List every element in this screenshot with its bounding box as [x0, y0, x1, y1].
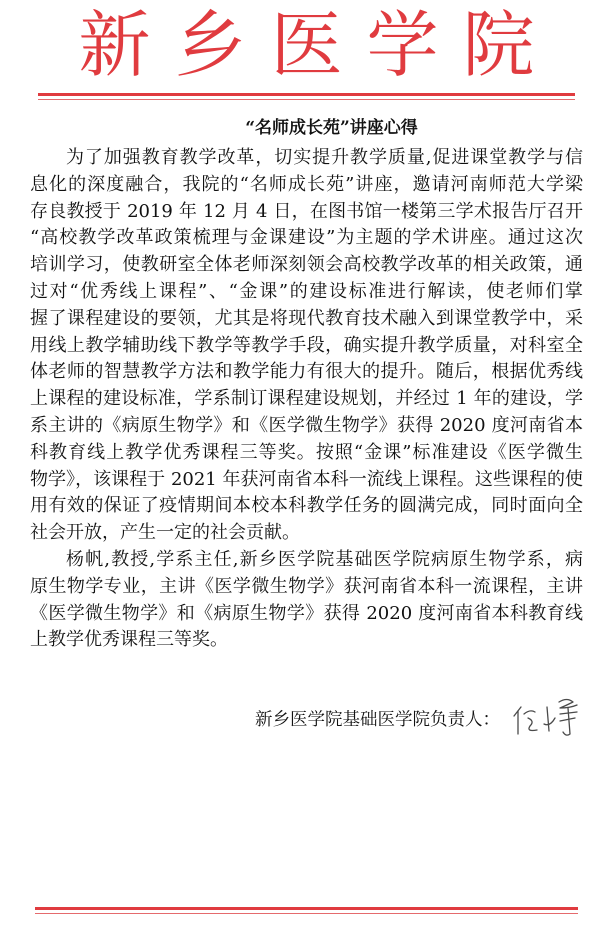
letterhead-title: 新乡医学院 — [78, 3, 559, 87]
paragraph-1-line: 培训学习，使教研室全体老师深刻领会高校教学改革的相关政策，通 — [30, 254, 583, 276]
paragraph-1-line: 系主讲的《病原生物学》和《医学微生物学》获得 2020 度河南省本 — [30, 414, 583, 436]
paragraph-1-line: 物学》，该课程于 2021 年获河南省本科一流线上课程。这些课程的使 — [30, 468, 583, 490]
paragraph-1-line: 社会开放，产生一定的社会贡献。 — [30, 522, 300, 544]
footer-rule-thick — [35, 907, 578, 910]
paragraph-1-line: 存良教授于 2019 年 12 月 4 日，在图书馆一楼第三学术报告厅召开 — [30, 200, 583, 222]
signature-label: 新乡医学院基础医学院负责人： — [255, 710, 500, 730]
paragraph-1-line: 科教育线上教学优秀课程三等奖。按照“金课”标准建设《医学微生 — [30, 441, 583, 463]
paragraph-1-line: “高校教学改革政策梳理与金课建设”为主题的学术讲座。通过这次 — [30, 227, 583, 249]
paragraph-2-line: 《医学微生物学》和《病原生物学》获得 2020 度河南省本科教育线 — [30, 602, 583, 624]
paragraph-1-line: 为了加强教育教学改革，切实提升教学质量,促进课堂教学与信 — [66, 147, 583, 168]
paragraph-2-line: 原生物学专业，主讲《医学微生物学》获河南省本科一流课程，主讲 — [30, 575, 583, 597]
paragraph-2-line: 上教学优秀课程三等奖。 — [30, 629, 228, 651]
paragraph-2-line: 杨帆,教授,学系主任,新乡医学院基础医学院病原生物学系，病 — [66, 548, 583, 570]
paragraph-1-line: 握了课程建设的要领，尤其是将现代教育技术融入到课堂教学中，采 — [30, 307, 583, 329]
paragraph-1-line: 息化的深度融合，我院的“名师成长苑”讲座，邀请河南师范大学梁 — [30, 173, 583, 195]
paragraph-1-line: 过对“优秀线上课程”、“金课”的建设标准进行解读，使老师们掌 — [30, 280, 583, 302]
document-body — [30, 145, 583, 654]
footer-rule-thin — [35, 913, 578, 914]
paragraph-1-line: 上课程的建设标准，学系制订课程建设规划，并经过 1 年的建设，学 — [30, 388, 583, 410]
document-title: “名师成长苑”讲座心得 — [245, 118, 418, 138]
paragraph-1-line: 用线上教学辅助线下教学等教学手段，确实提升教学质量，对科室全 — [30, 334, 583, 356]
paragraph-1-line: 用有效的保证了疫情期间本校本科教学任务的圆满完成，同时面向全 — [30, 495, 583, 517]
handwritten-signature — [510, 694, 586, 740]
header-rule-thick — [38, 93, 575, 96]
header-rule-thin — [38, 99, 575, 100]
paragraph-1-line: 体老师的智慧教学方法和教学能力有很大的提升。随后，根据优秀线 — [30, 361, 583, 383]
